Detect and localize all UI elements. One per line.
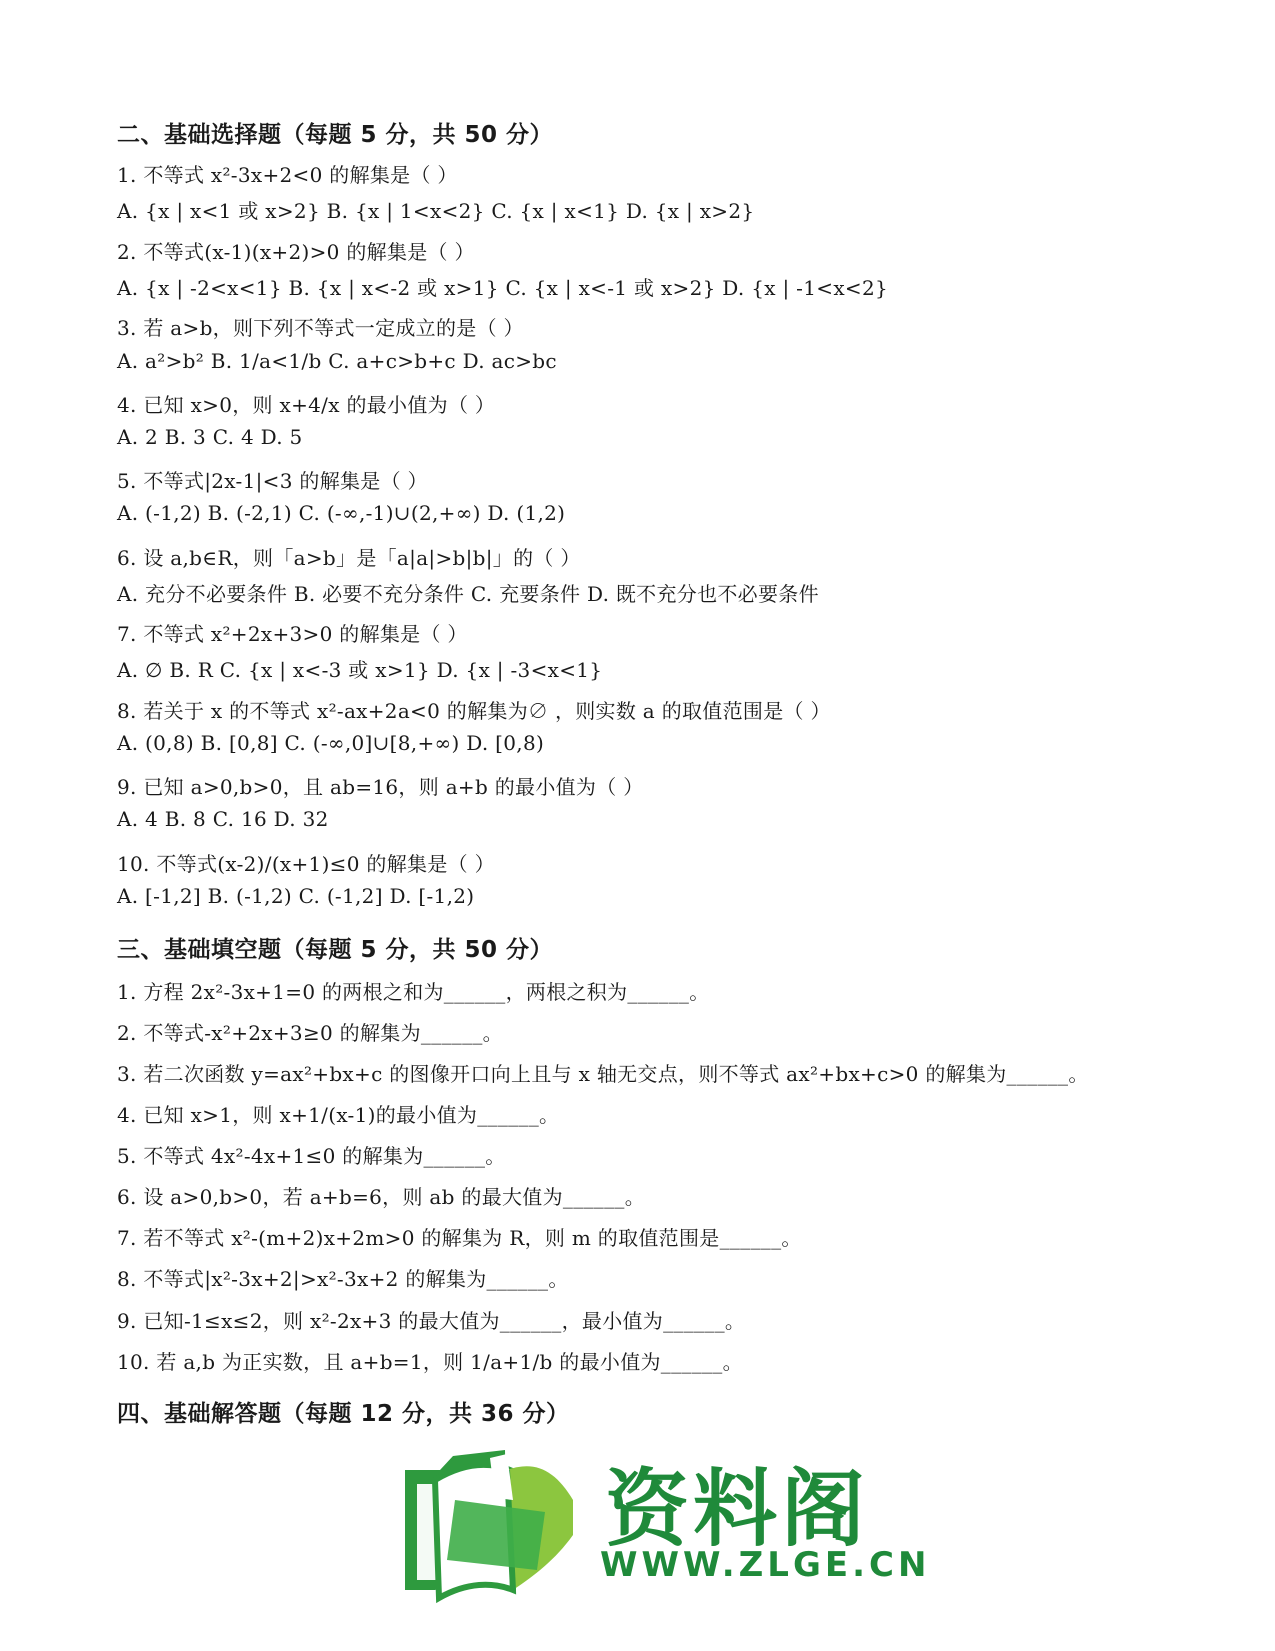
question-options: A. [-1,2] B. (-1,2) C. (-1,2] D. [-1,2) (117, 884, 475, 908)
section-heading-fill: 三、基础填空题（每题 5 分，共 50 分） (117, 937, 554, 963)
question-text: 3. 若 a>b，则下列不等式一定成立的是（ ） (117, 316, 524, 340)
section-heading-answer: 四、基础解答题（每题 12 分，共 36 分） (117, 1401, 570, 1427)
question-options: A. {x | -2<x<1} B. {x | x<-2 或 x>1} C. {x | x<-1 或 x>2} D. {x | -1<x<2} (117, 276, 889, 300)
watermark-name: 资料阁 (605, 1460, 870, 1558)
fill-question: 7. 若不等式 x²-(m+2)x+2m>0 的解集为 R，则 m 的取值范围是______。 (117, 1226, 802, 1250)
fill-question: 3. 若二次函数 y=ax²+bx+c 的图像开口向上且与 x 轴无交点，则不等式 ax²+bx+c>0 的解集为______。 (117, 1062, 1089, 1086)
fill-question: 1. 方程 2x²-3x+1=0 的两根之和为______，两根之积为______。 (117, 980, 710, 1004)
question-options: A. ∅ B. R C. {x | x<-3 或 x>1} D. {x | -3<x<1} (117, 658, 603, 682)
question-text: 6. 设 a,b∈R，则「a>b」是「a|a|>b|b|」的（ ） (117, 546, 581, 570)
question-text: 10. 不等式(x-2)/(x+1)≤0 的解集是（ ） (117, 852, 495, 876)
question-text: 9. 已知 a>0,b>0，且 ab=16，则 a+b 的最小值为（ ） (117, 775, 644, 799)
question-options: A. (-1,2) B. (-2,1) C. (-∞,-1)∪(2,+∞) D. (1,2) (117, 501, 566, 525)
question-text: 7. 不等式 x²+2x+3>0 的解集是（ ） (117, 622, 468, 646)
watermark-logo (395, 1440, 931, 1610)
fill-question: 5. 不等式 4x²-4x+1≤0 的解集为______。 (117, 1144, 506, 1168)
fill-question: 9. 已知-1≤x≤2，则 x²-2x+3 的最大值为______，最小值为______。 (117, 1309, 746, 1333)
question-options: A. 4 B. 8 C. 16 D. 32 (117, 807, 329, 831)
question-options: A. {x | x<1 或 x>2} B. {x | 1<x<2} C. {x | x<1} D. {x | x>2} (117, 199, 755, 223)
fill-question: 10. 若 a,b 为正实数，且 a+b=1，则 1/a+1/b 的最小值为______。 (117, 1350, 743, 1374)
question-text: 4. 已知 x>0，则 x+4/x 的最小值为（ ） (117, 393, 496, 417)
fill-question: 8. 不等式|x²-3x+2|>x²-3x+2 的解集为______。 (117, 1267, 569, 1291)
question-options: A. 2 B. 3 C. 4 D. 5 (117, 425, 303, 449)
fill-question: 2. 不等式-x²+2x+3≥0 的解集为______。 (117, 1021, 503, 1045)
question-options: A. a²>b² B. 1/a<1/b C. a+c>b+c D. ac>bc (117, 349, 557, 373)
question-text: 2. 不等式(x-1)(x+2)>0 的解集是（ ） (117, 240, 475, 264)
question-text: 1. 不等式 x²-3x+2<0 的解集是（ ） (117, 163, 458, 187)
question-options: A. (0,8) B. [0,8] C. (-∞,0]∪[8,+∞) D. [0,8) (117, 731, 545, 755)
fill-question: 4. 已知 x>1，则 x+1/(x-1)的最小值为______。 (117, 1103, 560, 1127)
section-heading-choice: 二、基础选择题（每题 5 分，共 50 分） (117, 122, 554, 148)
watermark-domain: WWW.ZLGE.CN (600, 1545, 931, 1585)
book-folder-icon (395, 1440, 595, 1610)
question-options: A. 充分不必要条件 B. 必要不充分条件 C. 充要条件 D. 既不充分也不必要条件 (117, 582, 819, 606)
question-text: 8. 若关于 x 的不等式 x²-ax+2a<0 的解集为∅ ，则实数 a 的取值范围是（ ） (117, 699, 831, 723)
fill-question: 6. 设 a>0,b>0，若 a+b=6，则 ab 的最大值为______。 (117, 1185, 646, 1209)
question-text: 5. 不等式|2x-1|<3 的解集是（ ） (117, 469, 428, 493)
